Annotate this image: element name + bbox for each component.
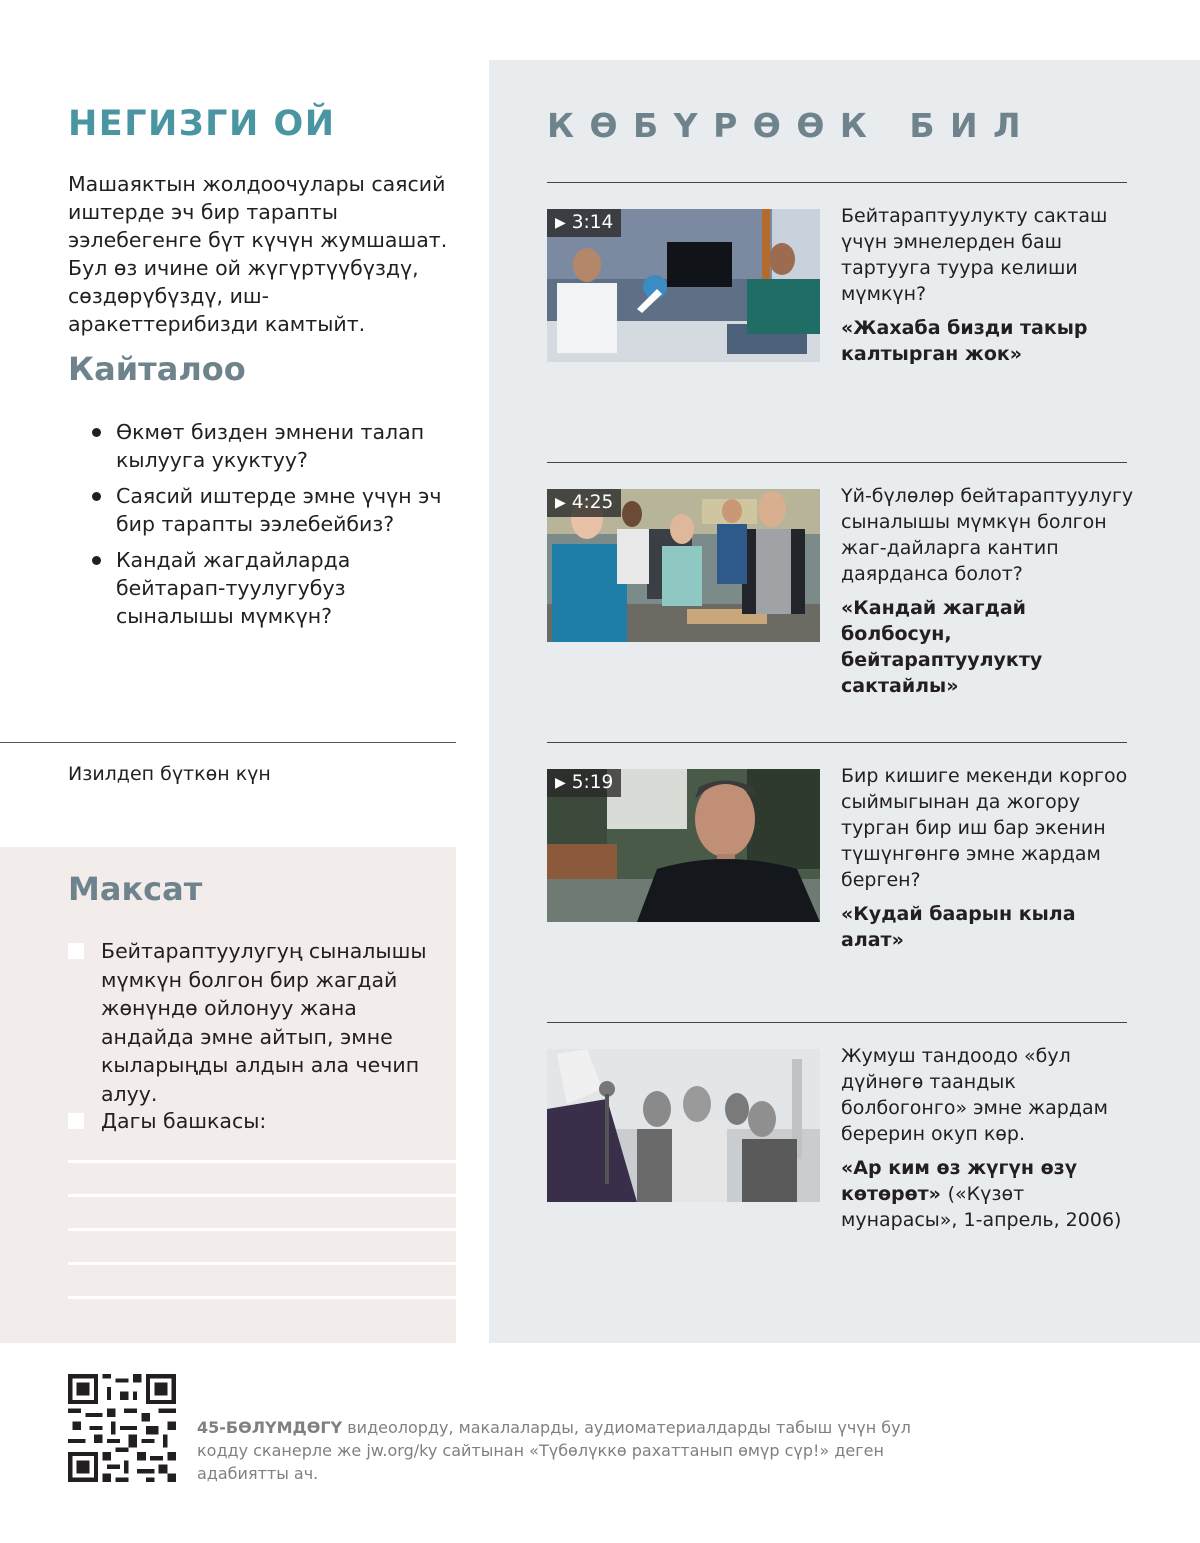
review-question [92,482,452,538]
item-text [841,483,1136,699]
footer-text: видеолорду, макалаларды, аудиоматериалдарды табыш үчүн бул кодду сканерле же jw.org/ky сайтынан «Түбөлүккө рахаттанып өмүр сүр!» деген адабиятты ач. [197,1418,911,1483]
video-duration-badge [547,769,621,797]
goal-title: Максат [68,870,203,908]
play-icon: ▶ [555,495,566,511]
item-source: («Күзөт мунарасы», 1-апрель, 2006) [841,1183,1122,1231]
key-thought-text: Машаяктын жолдоочулары саясий иштерде эч бир тарапты ээлебегенге бүт күчүн жумшашат. Бул өз ичине ой жүгүртүүбүздү, сөздөрүбүздү, иш-аракеттерибизди камтыйт. [68,172,448,336]
video-duration: 5:19 [571,772,614,793]
video-thumbnail[interactable] [547,489,820,642]
item-divider [547,1022,1127,1023]
learn-more-item [547,205,1127,369]
review-question [92,546,452,630]
review-questions [92,418,452,638]
item-link-title[interactable] [841,1155,1136,1233]
qr-code[interactable] [68,1374,176,1482]
write-in-line[interactable] [68,1228,456,1231]
review-question-text: Өкмөт бизден эмнени талап кылууга укуктуу? [116,420,425,472]
footer-note [197,1416,917,1485]
key-thought-title: НЕГИЗГИ ОЙ [68,104,336,144]
bullet-icon [92,556,101,565]
goal-item-text: Дагы башкасы: [101,1109,267,1133]
item-description: Бир кишиге мекенди коргоо сыймыгынан да жогору турган бир иш бар экенин түшүнгөнгө эмне жардам берген? [841,765,1128,891]
item-divider [547,182,1127,183]
learn-more-item [547,485,1134,697]
learn-more-item [547,765,1128,951]
bullet-icon [92,492,101,501]
learn-more-title: КӨБҮРӨӨК БИЛ [547,106,1037,145]
review-question-text: Кандай жагдайларда бейтарап-туулугубуз сыналышы мүмкүн? [116,548,351,628]
write-in-line[interactable] [68,1262,456,1265]
article-thumbnail[interactable] [547,1049,820,1202]
item-description: Бейтараптуулукту сакташ үчүн эмнелерден баш тартууга туура келиши мүмкүн? [841,205,1108,305]
video-thumbnail[interactable] [547,209,820,362]
item-link-text[interactable]: «Кудай баарын кыла алат» [841,903,1076,951]
item-text [841,763,1136,953]
video-duration: 3:14 [571,212,614,233]
play-icon: ▶ [555,775,566,791]
video-duration-badge [547,489,621,517]
date-completed-label: Изилдеп бүткөн күн [68,763,271,785]
ancient-court-illustration-image [547,1049,820,1202]
play-icon: ▶ [555,215,566,231]
video-duration-badge [547,209,621,237]
item-link-text[interactable]: «Ар ким өз жүгүн өзү көтөрөт» [841,1157,1078,1205]
item-text [841,203,1136,367]
item-divider [547,742,1127,743]
item-link-text[interactable]: «Жахаба бизди такыр калтырган жок» [841,317,1088,365]
item-divider [547,462,1127,463]
date-divider [0,742,456,743]
video-thumbnail[interactable] [547,769,820,922]
write-in-line[interactable] [68,1160,456,1163]
learn-more-item [547,1045,1127,1231]
review-question [92,418,452,474]
review-title: Кайталоо [68,350,246,388]
video-duration: 4:25 [571,492,614,513]
item-link-text[interactable]: «Кандай жагдай болбосун, бейтараптуулукту сактайлы» [841,597,1043,697]
bullet-icon [92,428,101,437]
goal-item-other[interactable] [68,1107,448,1136]
item-link-title[interactable] [841,595,1136,699]
item-description: Жумуш тандоодо «бул дүйнөгө таандык болбогонго» эмне жардам берерин окуп көр. [841,1045,1108,1145]
goal-checkbox[interactable] [68,943,84,959]
goal-item-text: Бейтараптуулугуң сыналышы мүмкүн болгон бир жагдай жөнүндө ойлонуу жана андайда эмне айтып, эмне кыларыңды алдын ала чечип алуу. [101,939,427,1106]
item-link-title[interactable] [841,315,1136,367]
item-description: Үй-бүлөлөр бейтараптуулугу сыналышы мүмкүн болгон жаг-дайларга кантип даярданса болот? [841,485,1134,585]
goal-checkbox[interactable] [68,1113,84,1129]
item-link-title[interactable] [841,901,1136,953]
review-question-text: Саясий иштерде эмне үчүн эч бир тарапты ээлебейбиз? [116,484,442,536]
item-text [841,1043,1136,1233]
write-in-line[interactable] [68,1194,456,1197]
lesson-reference: 45-БӨЛҮМДӨГҮ [197,1418,343,1437]
goal-item[interactable] [68,937,448,1108]
write-in-line[interactable] [68,1296,456,1299]
